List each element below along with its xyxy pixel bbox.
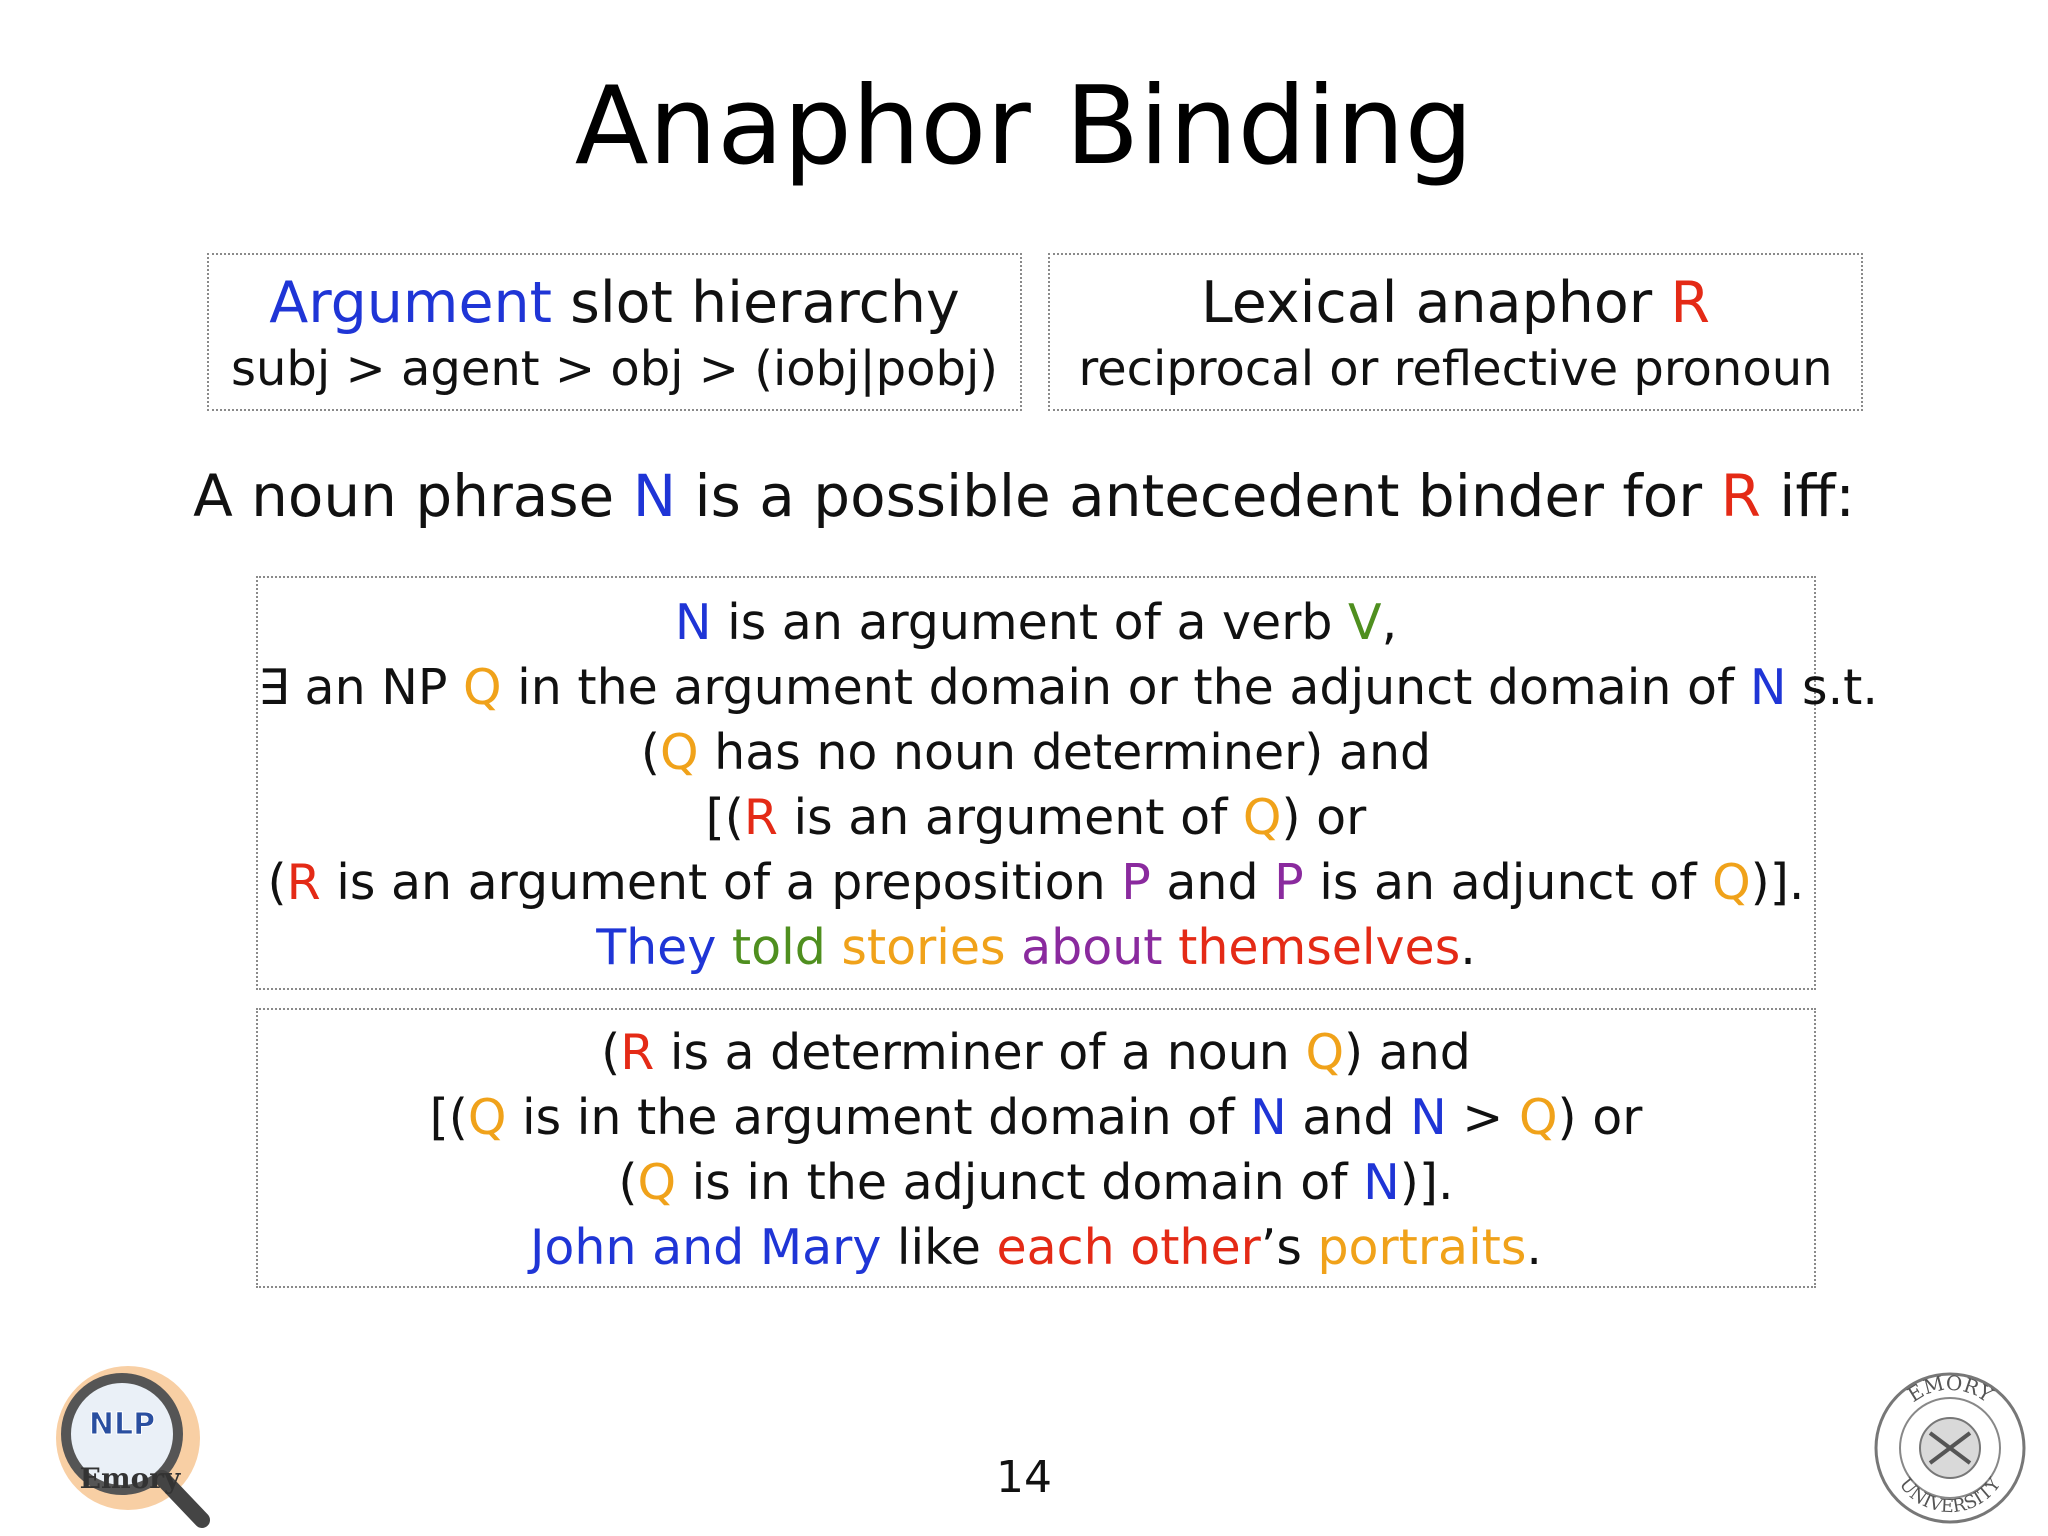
binder-definition-lead: A noun phrase N is a possible antecedent binder for R iff: <box>193 462 1855 530</box>
condition-1-line-5: (R is an argument of a preposition P and P is an adjunct of Q)]. <box>267 854 1805 911</box>
lexical-anaphor-box <box>1048 253 1863 411</box>
seal-text-top: EMORY <box>1903 1370 1998 1407</box>
seal-text-bottom: UNIVERSITY <box>1894 1474 2006 1518</box>
lexical-anaphor-heading: Lexical anaphor R <box>1201 270 1710 336</box>
argument-hierarchy-order: subj > agent > obj > (iobj|pobj) <box>230 341 999 397</box>
condition-determiner-box <box>256 1008 1816 1288</box>
lexical-anaphor-definition: reciprocal or reflective pronoun <box>1078 341 1833 397</box>
nlp-logo-text: NLP <box>88 1407 156 1442</box>
condition-2-line-3: (Q is in the adjunct domain of N)]. <box>618 1154 1454 1211</box>
page-number: 14 <box>996 1452 1052 1503</box>
condition-argument-box <box>256 576 1878 990</box>
slide-title: Anaphor Binding <box>574 64 1474 189</box>
condition-2-line-1: (R is a determiner of a noun Q) and <box>601 1024 1471 1081</box>
argument-hierarchy-box <box>207 253 1022 411</box>
emory-university-seal <box>1870 1368 2030 1528</box>
nlp-emory-logo <box>40 1360 220 1530</box>
condition-1-example: They told stories about themselves. <box>596 919 1476 976</box>
condition-1-line-3: (Q has no noun determiner) and <box>640 724 1432 781</box>
svg-text:EMORY <box>1903 1371 1998 1408</box>
condition-2-example: John and Mary like each other’s portraits. <box>529 1219 1542 1276</box>
condition-1-line-2: ∃ an NP Q in the argument domain or the adjunct domain of N s.t. <box>258 659 1878 716</box>
argument-hierarchy-heading: Argument slot hierarchy <box>269 270 960 336</box>
emory-logo-script: Emory <box>79 1462 181 1495</box>
condition-1-line-1: N is an argument of a verb V, <box>674 594 1398 651</box>
condition-1-line-4: [(R is an argument of Q) or <box>705 789 1367 846</box>
condition-2-line-2: [(Q is in the argument domain of N and N > Q) or <box>429 1089 1643 1146</box>
